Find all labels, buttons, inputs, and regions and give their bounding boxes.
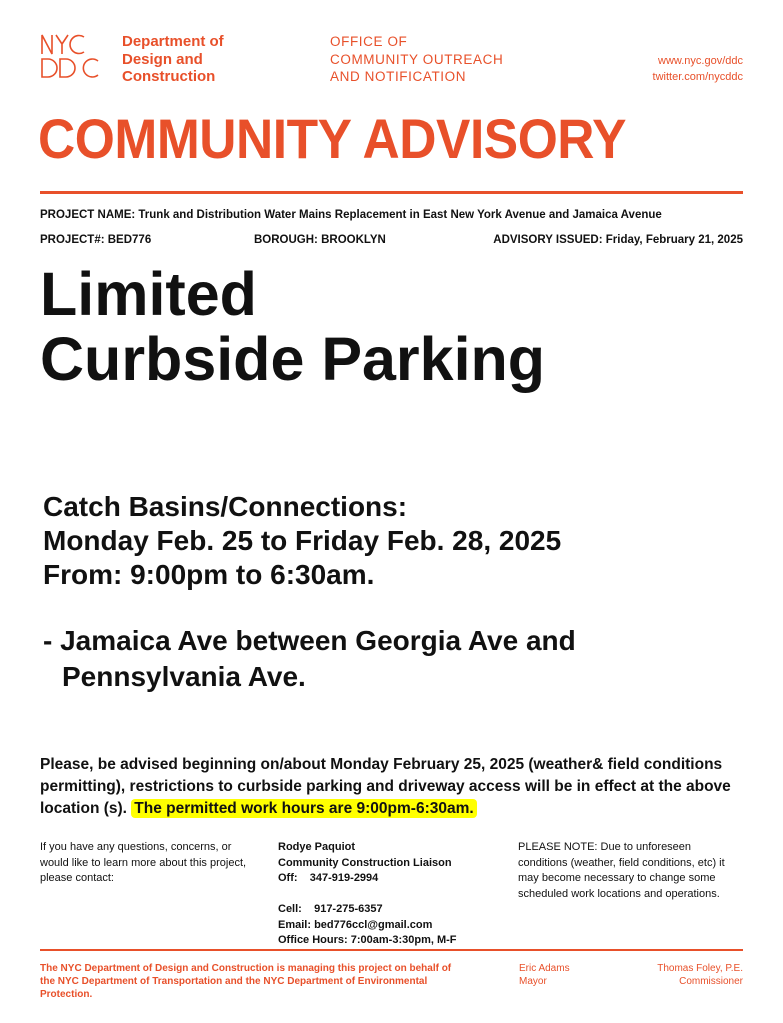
advisory-paragraph: Please, be advised beginning on/about Monday February 25, 2025 (weather& field conditions permitting), restrictions to curbside parking and driveway access will be in effect at the above location (s). The permitted work hours are 9:00pm-6:30am. xyxy=(40,756,731,817)
nyc-ddc-logo xyxy=(40,33,112,79)
commissioner-signature: Thomas Foley, P.E. Commissioner xyxy=(657,963,743,987)
header-links xyxy=(653,54,743,85)
office-hours: Office Hours: 7:00am-3:30pm, M-F xyxy=(278,934,457,946)
headline: Limited Curbside Parking xyxy=(40,260,546,393)
project-number: PROJECT#: BED776 xyxy=(40,234,152,246)
work-schedule: Catch Basins/Connections: Monday Feb. 25 to Friday Feb. 28, 2025 From: 9:00pm to 6:30am. xyxy=(43,491,562,590)
liaison-contact xyxy=(278,840,457,949)
office-name: OFFICE OF COMMUNITY OUTREACH AND NOTIFICATION xyxy=(330,34,504,84)
department-name: Department of Design and Construction xyxy=(122,33,224,85)
twitter-link[interactable]: twitter.com/nycddc xyxy=(652,70,743,83)
website-link[interactable]: www.nyc.gov/ddc xyxy=(658,55,743,67)
liaison-role: Community Construction Liaison xyxy=(278,856,452,869)
footer-statement: The NYC Department of Design and Construction is managing this project on behalf of the NYC Department of Transportation and the NYC Department of Environmental Protection. xyxy=(40,963,452,1000)
please-note: PLEASE NOTE: Due to unforeseen conditions (weather, field conditions, etc) it may become necessary to change some scheduled work locations and operations. xyxy=(518,841,725,900)
project-name-line: PROJECT NAME: Trunk and Distribution Water Mains Replacement in East New York Avenue and Jamaica Avenue xyxy=(40,209,662,221)
email: Email: bed776ccl@gmail.com xyxy=(278,918,433,931)
footer-divider xyxy=(40,949,743,951)
office-phone: Off: 347-919-2994 xyxy=(278,872,379,884)
mayor-signature: Eric Adams Mayor xyxy=(519,963,570,987)
project-borough: BOROUGH: BROOKLYN xyxy=(254,234,386,246)
liaison-name: Rodye Paquiot xyxy=(278,841,356,853)
advisory-issued-date: ADVISORY ISSUED: Friday, February 21, 2025 xyxy=(493,234,743,246)
cell-phone: Cell: 917-275-6357 xyxy=(278,903,383,915)
title-divider xyxy=(40,191,743,194)
work-location: - Jamaica Ave between Georgia Ave and Pennsylvania Ave. xyxy=(43,625,576,692)
advisory-title: COMMUNITY ADVISORY xyxy=(38,107,627,170)
work-hours-highlight: The permitted work hours are 9:00pm-6:30am. xyxy=(131,799,476,818)
contact-question: If you have any questions, concerns, or would like to learn more about this project, please contact: xyxy=(40,841,247,884)
